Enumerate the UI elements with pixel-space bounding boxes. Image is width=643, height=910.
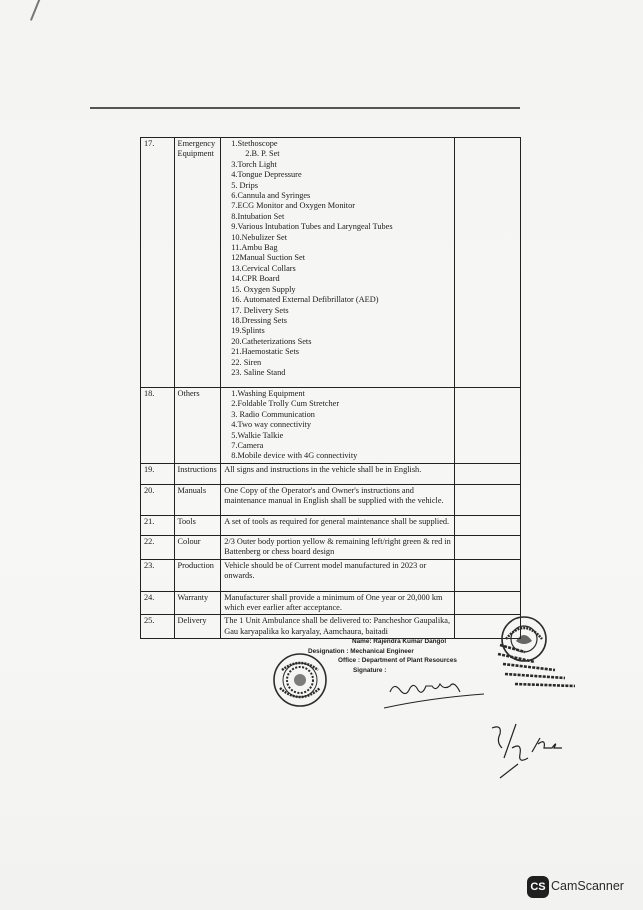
row-number: 22. xyxy=(141,535,175,559)
signature-label: Signature : xyxy=(353,666,387,674)
table-row xyxy=(141,388,521,464)
list-item: 14.CPR Board xyxy=(231,274,280,284)
empty-cell xyxy=(454,535,520,559)
row-number: 19. xyxy=(141,463,175,484)
list-item: 10.Nebulizer Set xyxy=(231,232,288,242)
table-row xyxy=(141,463,521,484)
table-row xyxy=(141,138,521,388)
handwritten-signature xyxy=(380,672,490,712)
list-item: 12Manual Suction Set xyxy=(231,253,305,263)
table-row xyxy=(141,559,521,591)
list-item: 23. Saline Stand xyxy=(231,367,286,377)
table-row xyxy=(141,515,521,535)
list-item: 8.Intubation Set xyxy=(231,211,285,221)
list-item: 6.Cannula and Syringes xyxy=(231,191,311,201)
list-item: 7.Camera xyxy=(231,441,264,451)
equipment-list xyxy=(221,388,455,464)
row-number: 21. xyxy=(141,515,175,535)
list-item: 11.Ambu Bag xyxy=(231,243,278,253)
empty-cell xyxy=(454,463,520,484)
row-spec: The 1 Unit Ambulance shall be delivered to: Pancheshor Gaupalika, Gau karyapalika ko karyalay, Aamchaura, baitadi xyxy=(221,615,455,639)
row-spec: All signs and instructions in the vehicle shall be in English. xyxy=(221,463,455,484)
empty-cell xyxy=(454,138,520,388)
list-item: 16. Automated External Defibrillator (AED) xyxy=(231,295,379,305)
row-item: Emergency Equipment xyxy=(174,138,221,388)
list-item: 8.Mobile device with 4G connectivity xyxy=(231,451,358,461)
row-item: Production xyxy=(174,559,221,591)
list-item: 5.Walkie Talkie xyxy=(231,430,284,440)
row-spec: One Copy of the Operator's and Owner's instructions and maintenance manual in English shall be supplied with the vehicle. xyxy=(221,484,455,515)
municipality-stamp-text xyxy=(495,640,643,700)
fold-line xyxy=(90,107,520,109)
row-spec: A set of tools as required for general maintenance shall be supplied. xyxy=(221,515,455,535)
list-item: 2.B. P. Set xyxy=(245,149,280,159)
list-item: 22. Siren xyxy=(231,357,262,367)
row-number: 20. xyxy=(141,484,175,515)
empty-cell xyxy=(454,559,520,591)
row-item: Instructions xyxy=(174,463,221,484)
table-row xyxy=(141,535,521,559)
row-spec: 2/3 Outer body portion yellow & remaining left/right green & red in Battenberg or chess board design xyxy=(221,535,455,559)
row-number: 25. xyxy=(141,615,175,639)
row-number: 17. xyxy=(141,138,175,388)
row-item: Tools xyxy=(174,515,221,535)
signatory-designation: Designation : Mechanical Engineer xyxy=(308,647,414,655)
list-item: 5. Drips xyxy=(231,180,258,190)
list-item: 1.Washing Equipment xyxy=(231,389,305,398)
row-item: Warranty xyxy=(174,591,221,615)
list-item: 4.Tongue Depressure xyxy=(231,170,302,180)
row-item: Others xyxy=(174,388,221,464)
list-item: 7.ECG Monitor and Oxygen Monitor xyxy=(231,201,356,211)
list-item: 13.Cervical Collars xyxy=(231,263,296,273)
row-number: 18. xyxy=(141,388,175,464)
signatory-office: Office : Department of Plant Resources xyxy=(338,657,457,664)
signatory-name: Name: Rajendra Kumar Dangol xyxy=(352,638,447,645)
empty-cell xyxy=(454,515,520,535)
row-spec: Vehicle should be of Current model manufactured in 2023 or onwards. xyxy=(221,559,455,591)
list-item: 18.Dressing Sets xyxy=(231,315,288,325)
table-row xyxy=(141,484,521,515)
empty-cell xyxy=(454,484,520,515)
list-item: 21.Haemostatic Sets xyxy=(231,347,299,357)
list-item: 2.Foldable Trolly Cum Stretcher xyxy=(231,399,340,409)
government-seal-stamp xyxy=(272,652,328,708)
list-item: 1.Stethoscope xyxy=(231,139,278,148)
row-item: Manuals xyxy=(174,484,221,515)
empty-cell xyxy=(454,591,520,615)
list-item: 20.Catheterizations Sets xyxy=(231,336,312,346)
list-item: 19.Splints xyxy=(231,326,265,336)
list-item: 9.Various Intubation Tubes and Laryngeal Tubes xyxy=(231,222,393,232)
list-item: 3.Torch Light xyxy=(231,159,277,169)
camscanner-brand-name: CamScanner xyxy=(551,879,624,893)
table-row xyxy=(141,615,521,639)
equipment-list xyxy=(221,138,455,388)
table-row xyxy=(141,591,521,615)
list-item: 17. Delivery Sets xyxy=(231,305,289,315)
specification-table xyxy=(140,137,521,639)
row-number: 23. xyxy=(141,559,175,591)
row-number: 24. xyxy=(141,591,175,615)
list-item: 4.Two way connectivity xyxy=(231,420,312,430)
handwritten-date xyxy=(482,718,572,788)
empty-cell xyxy=(454,388,520,464)
row-item: Delivery xyxy=(174,615,221,639)
list-item: 3. Radio Communication xyxy=(231,409,315,419)
row-item: Colour xyxy=(174,535,221,559)
list-item: 15. Oxygen Supply xyxy=(231,284,296,294)
row-spec: Manufacturer shall provide a minimum of One year or 20,000 km which ever earlier after acceptance. xyxy=(221,591,455,615)
signature-block xyxy=(308,637,457,675)
camscanner-logo-icon: CS xyxy=(527,876,549,898)
